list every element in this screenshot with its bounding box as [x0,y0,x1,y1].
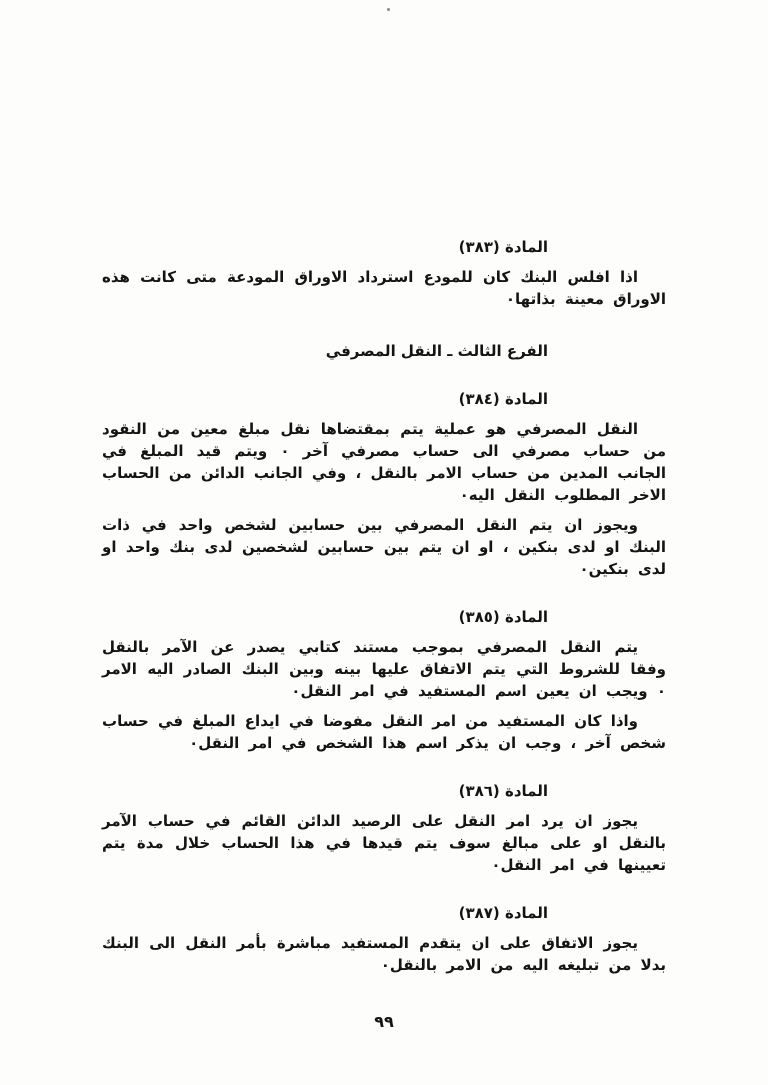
document-content [102,236,666,984]
paragraph: يجوز الاتفاق على ان يتقدم المستفيد مباشرة بأمر النقل الى البنك بدلا من تبليغه اليه من الامر بالنقل٠ [102,934,666,974]
page-number: ٩٩ [374,1012,394,1031]
paragraph: ويجوز ان يتم النقل المصرفي بين حسابين لشخص واحد في ذات البنك او لدى بنكين ، او ان يتم بين حسابين لشخصين لدى بنك واحد او لدى بنكين٠ [102,516,666,578]
paragraph: يجوز ان يرد امر النقل على الرصيد الدائن القائم في حساب الآمر بالنقل او على مبالغ سوف يتم قيدها في هذا الحساب خلال مدة يتم تعيينها في امر النقل٠ [102,812,666,874]
paragraph: اذا افلس البنك كان للمودع استرداد الاوراق المودعة متى كانت هذه الاوراق معينة بذاتها٠ [102,268,666,308]
paragraph: يتم النقل المصرفي بموجب مستند كتابي يصدر عن الآمر بالنقل وفقا للشروط التي يتم الاتفاق عليها بينه وبين البنك الصادر اليه الامر ٠ ويجب ان يعين اسم المستفيد في امر النقل٠ [102,638,666,700]
article-heading: المادة (٣٨٣) [458,238,548,256]
article-heading: المادة (٣٨٦) [458,782,548,800]
article-heading: المادة (٣٨٤) [458,390,548,408]
article-heading: المادة (٣٨٥) [458,608,548,626]
paragraph: النقل المصرفي هو عملية يتم بمقتضاها نقل مبلغ معين من النقود من حساب مصرفي الى حساب مصرفي آخر ٠ ويتم قيد المبلغ في الجانب المدين من حساب الامر بالنقل ، وفي الجانب الدائن من الحساب الاخر المطلوب النقل اليه٠ [102,420,666,504]
paragraph: واذا كان المستفيد من امر النقل مفوضا في ايداع المبلغ في حساب شخص آخر ، وجب ان يذكر اسم هذا الشخص في امر النقل٠ [102,712,666,752]
scan-artifact-dot [387,8,390,11]
article-heading: المادة (٣٨٧) [458,904,548,922]
section-heading: الفرع الثالث ـ النقل المصرفي [325,342,548,360]
